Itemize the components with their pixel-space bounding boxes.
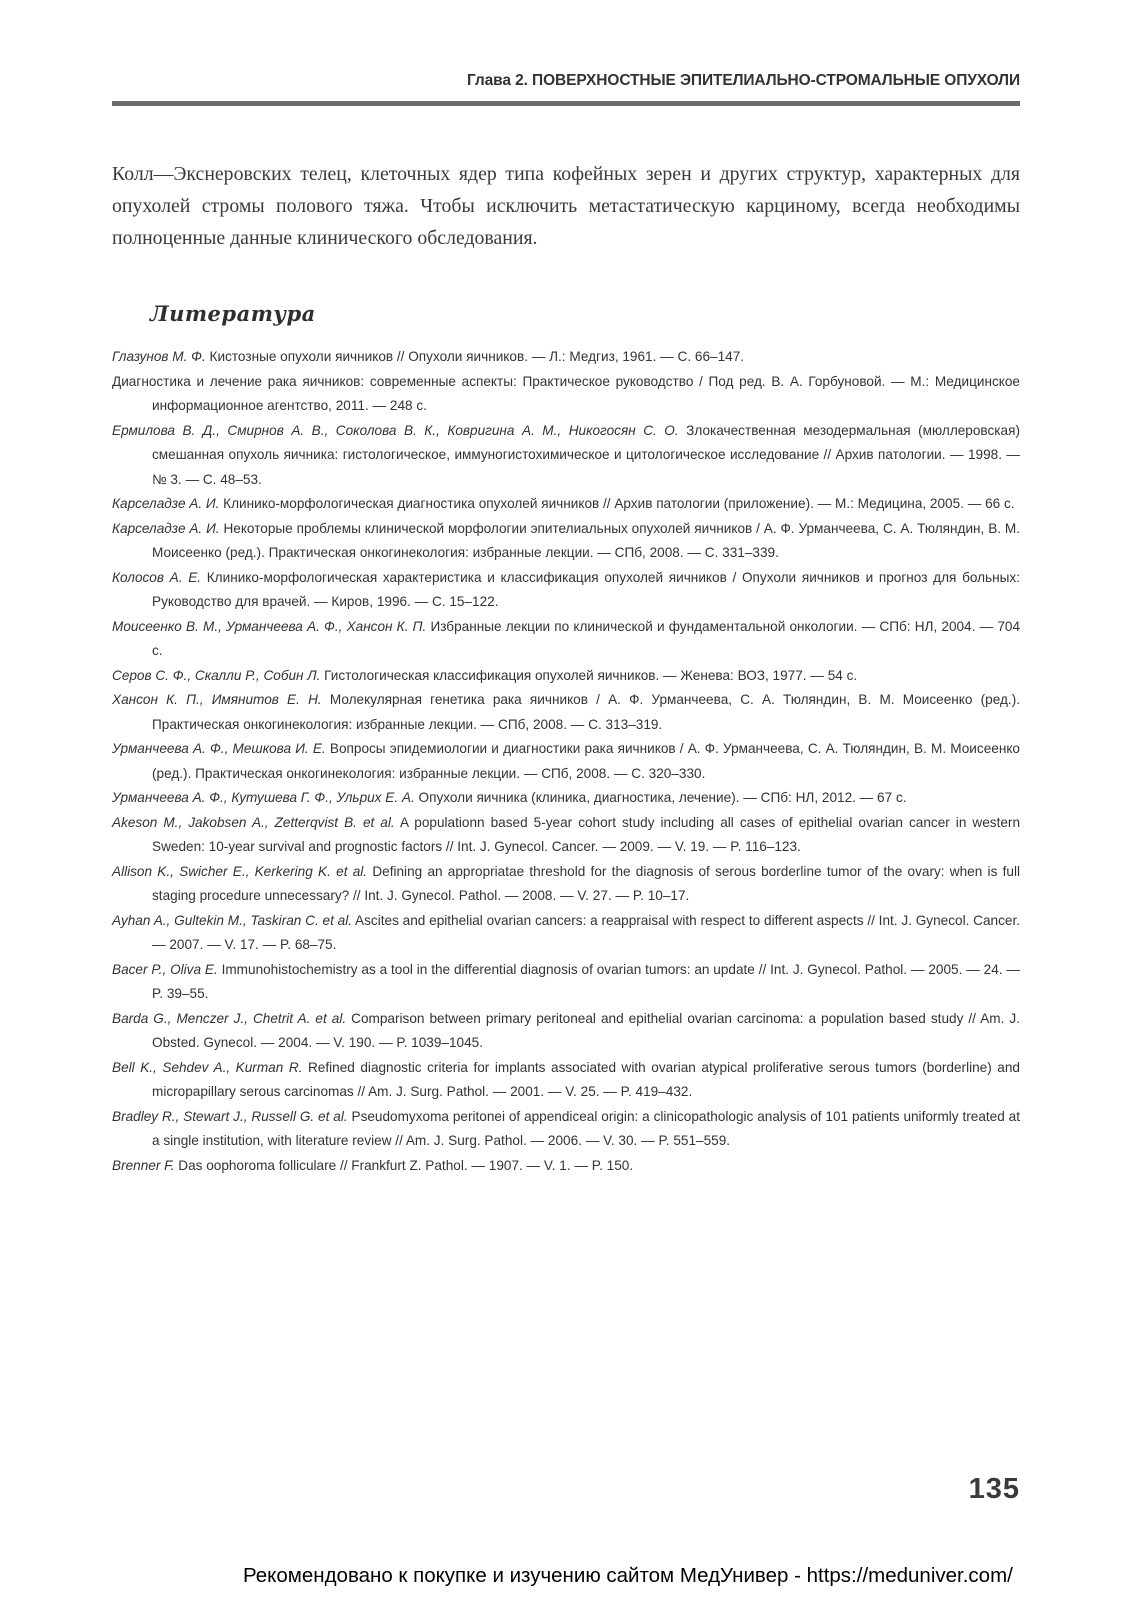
reference-authors: Brenner F. [112,1157,175,1173]
reference-authors: Хансон К. П., Имянитов Е. Н. [112,692,322,707]
reference-text: Pseudomyxoma peritonei of appendiceal origin: a clinicopathologic analysis of 101 patients uniformly treated at a single institution, with literature review // Am. J. Surg. Pathol. — 2006. — V. 30. — P. 551–559. [152,1108,1020,1148]
reference-item [112,688,1020,737]
reference-item [112,492,1020,517]
reference-item [112,737,1020,786]
reference-authors: Bell K., Sehdev A., Kurman R. [112,1059,303,1075]
reference-item [112,1007,1020,1056]
page-number: 135 [968,1473,1020,1505]
reference-authors: Моисеенко В. М., Урманчеева А. Ф., Хансон К. П. [112,618,427,634]
reference-authors: Allison K., Swicher E., Kerkering K. et al. [112,863,368,879]
reference-authors: Ермилова В. Д., Смирнов А. В., Соколова В. К., Ковригина А. М., Никогосян С. О. [112,422,679,438]
reference-text: Das oophoroma folliculare // Frankfurt Z. Pathol. — 1907. — V. 1. — P. 150. [174,1157,634,1173]
reference-authors: Глазунов М. Ф. [112,349,206,364]
reference-text: Вопросы эпидемиологии и диагностики рака яичников / А. Ф. Урманчеева, С. А. Тюляндин, В. М. Моисеенко (ред.). Практическая онкогинекология: избранные лекции. — СПб, 2008. — С. 320–330. [152,741,1020,781]
reference-authors: Bradley R., Stewart J., Russell G. et al. [112,1108,348,1124]
reference-text: Immunohistochemistry as a tool in the differential diagnosis of ovarian tumors: an update // Int. J. Gynecol. Pathol. — 2005. — 24. — P. 39–55. [152,961,1020,1001]
reference-item [112,517,1020,566]
reference-text: Гистологическая классификация опухолей яичников. — Женева: ВОЗ, 1977. — 54 с. [320,667,858,683]
reference-item [112,958,1020,1007]
intro-paragraph: Колл—Экснеровских телец, клеточных ядер типа кофейных зерен и других структур, характерных для опухолей стромы полового тяжа. Чтобы исключить метастатическую карциному, всегда необходимы полноценные данные клинического обследования. [112,163,1020,249]
reference-item [112,615,1020,664]
reference-text: Некоторые проблемы клинической морфологии эпителиальных опухолей яичников / А. Ф. Урманчеева, С. А. Тюляндин, В. М. Моисеенко (ред.). Практическая онкогинекология: избранные лекции. — СПб, 2008. — С. 331–339. [152,520,1021,560]
reference-item [112,1105,1020,1154]
reference-item [112,664,1020,689]
reference-authors: Barda G., Menczer J., Chetrit A. et al. [112,1010,347,1026]
reference-item [112,345,1020,370]
reference-authors: Урманчеева А. Ф., Мешкова И. Е. [112,741,326,756]
reference-authors: Bacer P., Oliva E. [112,961,218,977]
reference-text: Избранные лекции по клинической и фундаментальной онкологии. — СПб: НЛ, 2004. — 704 с. [152,618,1021,658]
reference-authors: Akeson M., Jakobsen A., Zetterqvist B. et al. [112,814,395,830]
reference-item [112,566,1020,615]
reference-text: Comparison between primary peritoneal and epithelial ovarian carcinoma: a population based study // Am. J. Obsted. Gynecol. — 2004. — V. 190. — P. 1039–1045. [152,1010,1020,1050]
reference-text: Defining an appropriatae threshold for the diagnosis of serous borderline tumor of the ovary: when is full staging procedure unnecessary? // Int. J. Gynecol. Pathol. — 2008. — V. 27. — P. 10–17. [152,863,1020,903]
reference-text: Клинико-морфологическая характеристика и классификация опухолей яичников / Опухоли яичников и прогноз для больных: Руководство для врачей. — Киров, 1996. — С. 15–122. [152,569,1020,609]
reference-authors: Серов С. Ф., Скалли Р., Собин Л. [112,667,321,683]
reference-item [112,909,1020,958]
reference-text: Молекулярная генетика рака яичников / А. Ф. Урманчеева, С. А. Тюляндин, В. М. Моисеенко (ред.). Практическая онкогинекология: избранные лекции. — СПб, 2008. — С. 313–319. [152,692,1020,732]
reference-authors: Карселадзе А. И. [112,496,220,511]
reference-authors: Ayhan A., Gultekin M., Taskiran C. et al. [112,912,353,928]
reference-item [112,370,1020,419]
reference-authors: Урманчеева А. Ф., Кутушева Г. Ф., Ульрих Е. А. [112,790,415,805]
reference-list [112,345,1020,1178]
header-divider [112,101,1020,106]
reference-authors: Карселадзе А. И. [112,520,220,536]
reference-text: Диагностика и лечение рака яичников: современные аспекты: Практическое руководство / Под ред. В. А. Горбуновой. — М.: Медицинское информационное агентство, 2011. — 248 с. [112,373,1020,413]
reference-text: Злокачественная мезодермальная (мюллеровская) смешанная опухоль яичника: гистологическое, иммуногистохимическое и цитологическое исследование // Архив патологии. — 1998. — № 3. — С. 48–53. [152,422,1020,487]
reference-text: Клинико-морфологическая диагностика опухолей яичников // Архив патологии (приложение). — М.: Медицина, 2005. — 66 с. [219,496,1015,511]
reference-text: Ascites and epithelial ovarian cancers: a reappraisal with respect to different aspects // Int. J. Gynecol. Cancer. — 2007. — V. 17. — P. 68–75. [152,912,1021,952]
reference-text: A populationn based 5-year cohort study including all cases of epithelial ovarian cancer in western Sweden: 10-year survival and prognostic factors // Int. J. Gynecol. Cancer. — 2009. — V. 19. — P. 116–123. [152,814,1021,854]
reference-item [112,1056,1020,1105]
reference-text: Кистозные опухоли яичников // Опухоли яичников. — Л.: Медгиз, 1961. — С. 66–147. [205,349,745,364]
reference-item [112,419,1020,493]
reference-authors: Колосов А. Е. [112,569,202,585]
reference-item [112,811,1020,860]
section-title: Литература [150,301,316,326]
reference-text: Refined diagnostic criteria for implants associated with ovarian atypical proliferative serous tumors (borderline) and micropapillary serous carcinomas // Am. J. Surg. Pathol. — 2001. — V. 25. — P. 419–432. [152,1059,1020,1099]
reference-text: Опухоли яичника (клиника, диагностика, лечение). — СПб: НЛ, 2012. — 67 с. [414,790,907,805]
reference-item [112,786,1020,811]
reference-item [112,860,1020,909]
footer-link[interactable]: Рекомендовано к покупке и изучению сайтом МедУнивер - https://meduniver.com/ [243,1564,1013,1587]
reference-item [112,1154,1020,1179]
running-header: Глава 2. ПОВЕРХНОСТНЫЕ ЭПИТЕЛИАЛЬНО-СТРОМАЛЬНЫЕ ОПУХОЛИ [466,72,1020,89]
